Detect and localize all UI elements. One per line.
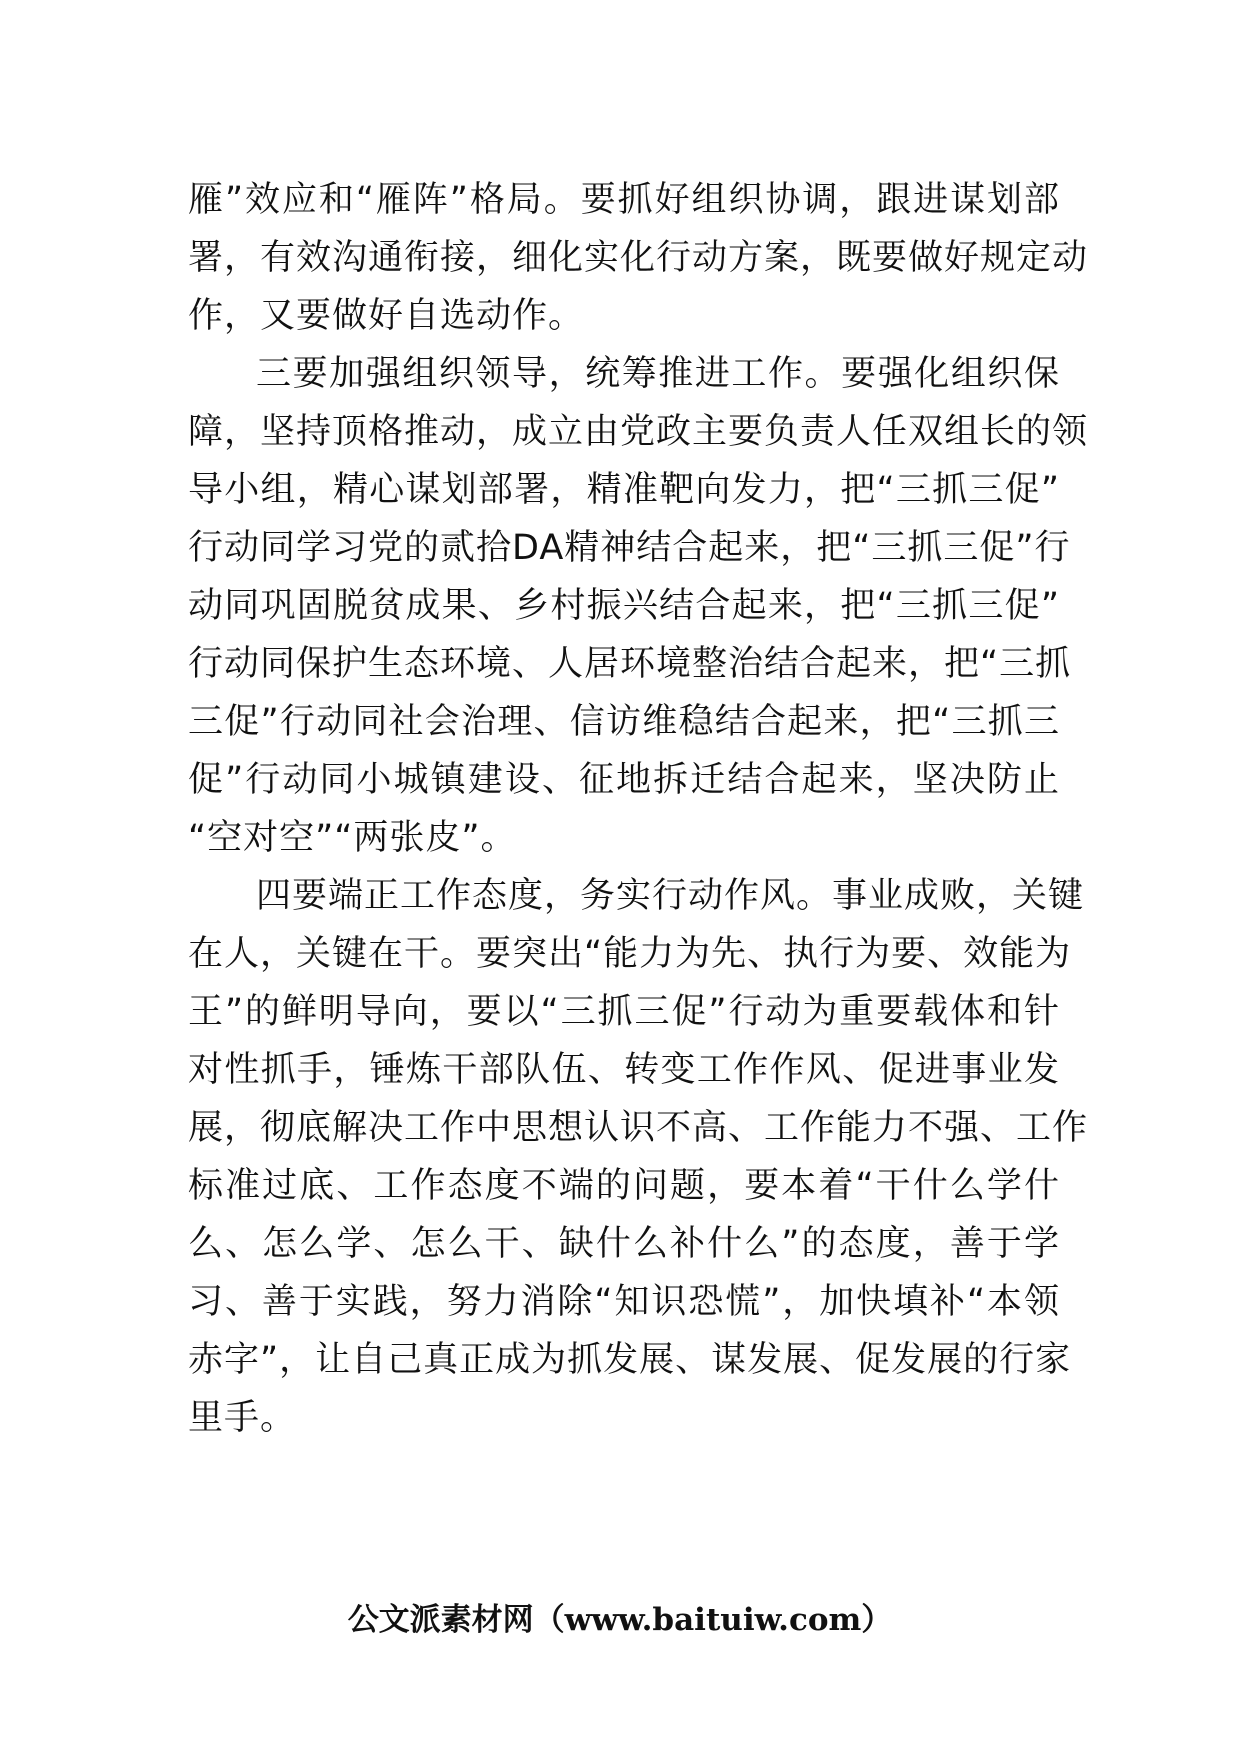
text-line: 展，彻底解决工作中思想认识不高、工作能力不强、工作 — [188, 1108, 1089, 1148]
footer-source: 公文派素材网（www.baituiw.com） — [347, 1602, 893, 1638]
text-line: 在人，关键在干。要突出“能力为先、执行为要、效能为 — [188, 934, 1072, 974]
text-line: 对性抓手，锤炼干部队伍、转变工作作风、促进事业发 — [188, 1050, 1060, 1090]
text-line: “空对空”“两张皮”。 — [188, 818, 517, 858]
text-line: 行动同保护生态环境、人居环境整治结合起来，把“三抓 — [188, 644, 1072, 684]
text-line: 三促”行动同社会治理、信访维稳结合起来，把“三抓三 — [188, 702, 1060, 742]
text-line: 促”行动同小城镇建设、征地拆迁结合起来，坚决防止 — [188, 760, 1060, 800]
text-line: 障，坚持顶格推动，成立由党政主要负责人任双组长的领 — [188, 412, 1089, 452]
text-line: 署，有效沟通衔接，细化实化行动方案，既要做好规定动 — [188, 238, 1089, 278]
text-line: 作，又要做好自选动作。 — [188, 296, 585, 336]
paragraph-start-line: 四要端正工作态度，务实行动作风。事业成败，关键 — [256, 876, 1085, 916]
text-line: 行动同学习党的贰拾DA精神结合起来，把“三抓三促”行 — [188, 528, 1071, 568]
text-line: 么、怎么学、怎么干、缺什么补什么”的态度，善于学 — [188, 1224, 1060, 1264]
text-line: 动同巩固脱贫成果、乡村振兴结合起来，把“三抓三促” — [188, 586, 1060, 626]
text-line: 标准过底、工作态度不端的问题，要本着“干什么学什 — [188, 1166, 1060, 1206]
text-line: 里手。 — [188, 1398, 297, 1438]
paragraph-start-line: 三要加强组织领导，统筹推进工作。要强化组织保 — [256, 354, 1060, 394]
text-line: 赤字”，让自己真正成为抓发展、谋发展、促发展的行家 — [188, 1340, 1072, 1380]
text-line: 导小组，精心谋划部署，精准靶向发力，把“三抓三促” — [188, 470, 1060, 510]
text-line: 王”的鲜明导向，要以“三抓三促”行动为重要载体和针 — [188, 992, 1060, 1032]
text-line: 习、善于实践，努力消除“知识恐慌”，加快填补“本领 — [188, 1282, 1060, 1322]
text-line: 雁”效应和“雁阵”格局。要抓好组织协调，跟进谋划部 — [188, 180, 1060, 220]
